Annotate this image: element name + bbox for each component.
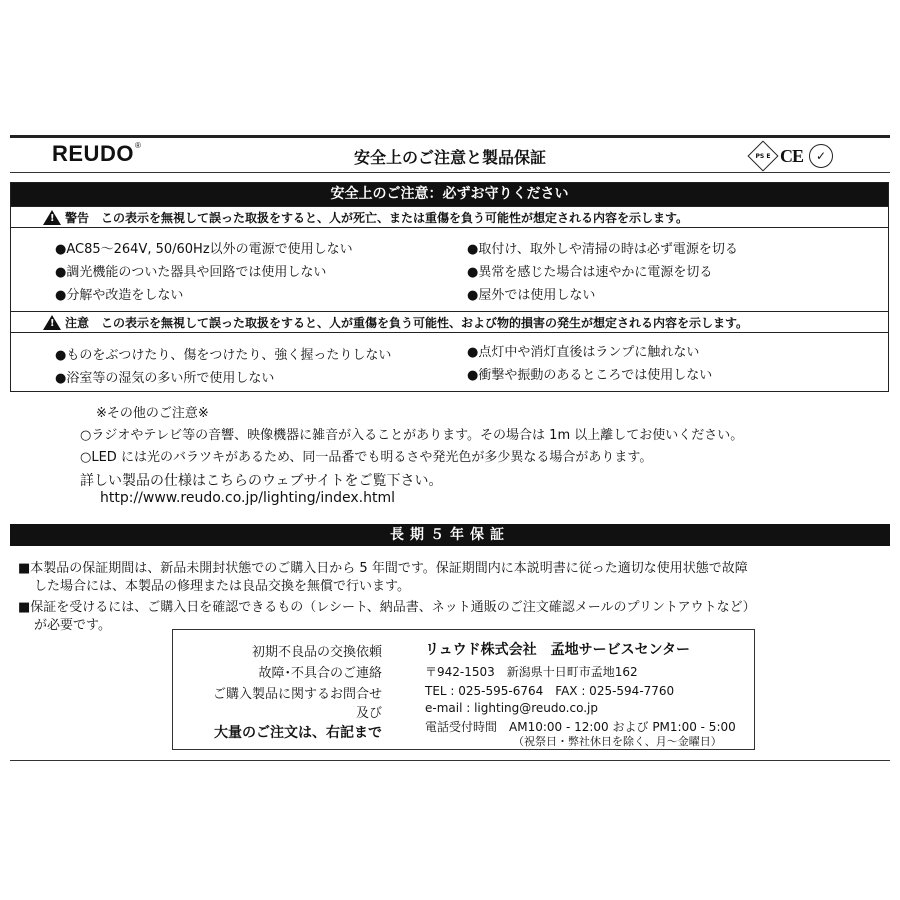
caution-item: ●浴室等の湿気の多い所で使用しない: [55, 371, 275, 386]
company-address: 〒942-1503 新潟県十日町市孟地162: [425, 665, 638, 679]
contact-purpose: 大量のご注文は、右記まで: [214, 725, 382, 741]
pse-mark-icon: PS E: [747, 140, 778, 171]
header-rule: [10, 172, 890, 173]
bottom-rule: [10, 760, 890, 761]
warranty-paragraph: した場合には、本製品の修理または良品交換を無償で行います。: [34, 579, 410, 594]
caution-item: ●点灯中や消灯直後はランプに触れない: [467, 345, 700, 360]
company-email[interactable]: e-mail : lighting@reudo.co.jp: [425, 701, 598, 715]
safety-banner: 安全上のご注意：必ずお守りください: [11, 183, 888, 206]
warning-triangle-icon: [43, 210, 61, 225]
phone-holidays: （祝祭日・弊社休日を除く、月～金曜日）: [513, 735, 722, 748]
contact-purpose: 故障･不具合のご連絡: [258, 666, 382, 681]
caution-item: ●衝撃や振動のあるところでは使用しない: [467, 368, 713, 383]
warning-text: 警告 この表示を無視して誤った取扱をすると、人が死亡、または重傷を負う可能性が想定される内容を示します。: [65, 211, 689, 225]
contact-purpose: ご購入製品に関するお問合せ: [212, 687, 382, 702]
certification-marks: [752, 145, 833, 167]
note-line: ○LED には光のバラツキがあるため、同一品番でも明るさや発光色が多少異なる場合があります。: [80, 450, 653, 465]
phone-hours: 電話受付時間 AM10:00 - 12:00 および PM1:00 - 5:00: [425, 720, 736, 734]
company-phone: TEL : 025-595-6764 FAX : 025-594-7760: [425, 684, 675, 698]
warning-item: ●取付け、取外しや清掃の時は必ず電源を切る: [467, 242, 738, 257]
contact-box: [172, 629, 755, 750]
contact-purpose: 及び: [355, 706, 382, 721]
warning-item: ●異常を感じた場合は速やかに電源を切る: [467, 265, 713, 280]
document-title: 安全上のご注意と製品保証: [353, 148, 546, 167]
caution-item: ●ものをぶつけたり、傷をつけたり、強く握ったりしない: [55, 348, 392, 363]
caution-text: 注意 この表示を無視して誤った取扱をすると、人が重傷を負う可能性、および物的損害の発生が想定される内容を示します。: [65, 316, 749, 330]
caution-triangle-icon: [43, 315, 61, 330]
warning-item: ●調光機能のついた器具や回路では使用しない: [55, 265, 327, 280]
warning-item: ●屋外では使用しない: [467, 288, 596, 303]
safety-section: [10, 182, 889, 392]
warranty-paragraph: ■保証を受けるには、ご購入日を確認できるもの（レシート、納品書、ネット通販のご注文確認メールのプリントアウトなど）: [18, 600, 756, 615]
company-name: リュウド株式会社 孟地サービスセンター: [425, 642, 691, 658]
website-text: 詳しい製品の仕様はこちらのウェブサイトをご覧下さい。: [80, 473, 443, 489]
top-rule: [10, 135, 890, 138]
caution-row: [11, 311, 888, 333]
warning-item: ●AC85～264V, 50/60Hz以外の電源で使用しない: [55, 242, 353, 257]
warranty-banner: 長期５年保証: [10, 524, 890, 546]
rohs-mark-icon: ✓: [809, 144, 833, 168]
contact-purpose: 初期不良品の交換依頼: [251, 645, 382, 660]
warranty-paragraph: ■本製品の保証期間は、新品未開封状態でのご購入日から 5 年間です。保証期間内に本説明書に従った適切な使用状態で故障: [18, 561, 748, 576]
reudo-logo: REUDO®: [52, 141, 142, 166]
note-line: ○ラジオやテレビ等の音響、映像機器に雑音が入ることがあります。その場合は 1m 以上離してお使いください。: [80, 428, 744, 443]
warning-row: [11, 206, 888, 228]
warning-item: ●分解や改造をしない: [55, 288, 184, 303]
website-link[interactable]: http://www.reudo.co.jp/lighting/index.html: [100, 490, 395, 506]
warranty-paragraph: が必要です。: [34, 618, 111, 633]
ce-mark-icon: CE: [780, 145, 804, 166]
notes-heading: ※その他のご注意※: [96, 406, 209, 421]
